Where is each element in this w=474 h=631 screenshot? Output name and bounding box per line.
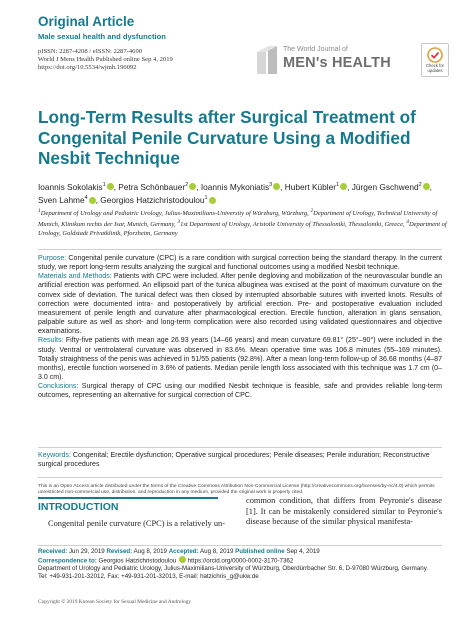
tel-label: Tel:	[38, 572, 48, 580]
methods-text: Patients with CPC were included. After penile degloving and mobilization of the neurovascular bundle an artificial erection was performed. An ellipsoid part of the tunica albuginea was excised at the point of maximum curvature on the convex side of deviation. The tunical defect was then closed by interrupted absorbable sutures with inverted knots. Results of correction were documented intra- and postoperatively by artificial erection. Pre- and postoperative evaluation included measurement of penile length and curvature after pharmacological erection. Erectile function, alteration in glans sensation, palpable suture as well as short- and long-term complication were also recorded using validated questionnaires and objective examinations.	[38, 273, 442, 336]
journal-reference: World J Mens Health Published online Sep 4, 2019	[38, 56, 173, 64]
check-for-updates-badge[interactable]	[421, 43, 449, 77]
correspondence	[38, 556, 442, 565]
check-updates-icon	[427, 47, 443, 63]
affiliations	[38, 207, 448, 238]
copyright: Copyright © 2019 Korean Society for Sexual Medicine and Andrology	[38, 599, 192, 605]
published-label: Published online	[235, 548, 285, 555]
orcid-icon[interactable]	[423, 183, 430, 190]
results-text: Fifty-five patients with mean age 26.93 years (14–66 years) and mean curvature 69.81° (25°–90°) were included in the study. Ventral or ventrolateral curvature was observed in 83.6%. Mean operative time was 106.8 minutes (55–169 minutes). Totally straightness of the penis was achieved in 51/55 patients (92.8%). After a mean long-term follow-up of 36.68 months (4–87 months), erectile function worsened in 3.6% of patients. Median penile length loss associated with this technique was 1.7 cm (0–3.0 cm).	[38, 337, 442, 382]
author-name: Ioannis Sokolakis	[38, 181, 103, 192]
author-name: Hubert Kübler	[284, 181, 336, 192]
orcid-icon[interactable]	[273, 183, 280, 190]
affiliation-number: 4	[406, 219, 409, 226]
accepted-date: Aug 8, 2019	[198, 548, 236, 555]
footer-divider	[38, 545, 442, 546]
author-name: Jürgen Gschwend	[351, 181, 419, 192]
article-footer	[38, 548, 442, 580]
received-label: Received:	[38, 548, 68, 555]
introduction-column-2: common condition, that differs from Peyronie's disease [1]. It can be mistakenly considered similar to Peyronie's disease because of the similar physical manifesta-	[246, 496, 442, 527]
email-label: E-mail:	[179, 572, 199, 580]
tel-value: +49-931-201-32012,	[47, 572, 108, 580]
orcid-icon[interactable]	[89, 197, 96, 204]
history-dates	[38, 548, 442, 556]
check-badge-line1: Check for	[426, 63, 444, 68]
abstract	[38, 249, 442, 401]
affiliation-text: 1st Department of Urology, Aristotle University of Thessaloniki, Thessaloniki, Greece,	[180, 221, 407, 229]
fax-label: Fax:	[107, 572, 120, 580]
conclusions-text: Surgical therapy of CPC using our modified Nesbit technique is feasible, safe and provides reliable long-term outcomes, representing an alternative for surgical correction of CPC.	[38, 383, 442, 400]
affiliation-number: 3	[177, 219, 181, 226]
correspondence-label: Correspondence to:	[38, 557, 97, 565]
introduction-heading: INTRODUCTION	[38, 497, 218, 513]
paper-title: Long-Term Results after Surgical Treatment of Congenital Penile Curvature Using a Modified Nesbit Technique	[38, 107, 416, 168]
keywords	[38, 447, 442, 469]
author-name: Ioannis Mykoniatis	[200, 181, 270, 192]
doi-link[interactable]: https://doi.org/10.5534/wjmh.190092	[38, 64, 137, 72]
affiliation-number: 2	[310, 208, 314, 214]
orcid-icon[interactable]	[179, 556, 186, 563]
affiliation-text: Department of Urology and Pediatric Urology, Julius-Maximilians-University of Würzburg, Würzburg,	[40, 210, 311, 218]
fax-value: +49-931-201-32013,	[119, 572, 180, 580]
revised-label: Revised:	[106, 548, 133, 555]
article-header	[38, 14, 238, 73]
author-affiliation-number: 3	[269, 182, 273, 188]
purpose-text: Congenital penile curvature (CPC) is a rare condition with surgical correction being the standard therapy. In the current study, we report long-term results analyzing the surgical and functional outcomes using a modified Nesbit technique.	[38, 255, 442, 272]
journal-name-large: MEN's HEALTH	[283, 55, 391, 71]
orcid-icon[interactable]	[209, 197, 216, 204]
received-date: Jun 29, 2019	[67, 548, 107, 555]
keywords-text: Congenital; Erectile dysfunction; Operative surgical procedures; Penile diseases; Penile induration; Reconstructive surgical procedures	[38, 452, 430, 469]
author-affiliation-number: 1	[204, 195, 208, 202]
correspondence-name: Georgios Hatzichristodoulou	[96, 557, 178, 565]
author-name: Sven Lahme	[38, 195, 85, 206]
correspondence-contact	[38, 573, 442, 581]
journal-mark-icon	[255, 44, 281, 76]
author-affiliation-number: 2	[418, 182, 422, 188]
author-name: Georgios Hatzichristodoulou	[100, 195, 205, 206]
article-subtype: Male sexual health and dysfunction	[38, 32, 166, 41]
check-badge-line2: updates	[427, 67, 443, 73]
author-affiliation-number: 1	[102, 182, 106, 188]
methods-label: Materials and Methods:	[38, 273, 112, 281]
correspondence-orcid[interactable]: https://orcid.org/0000-0002-3170-7362	[187, 557, 294, 565]
accepted-label: Accepted:	[168, 548, 199, 555]
author-list: Ioannis Sokolakis$^1$ , Petra Schönbauer$^2$ , Ioannis Mykoniatis$^3$ , Hubert Kübler$^1$ , Jürgen Gschwend$^2$ , Sven Lahme$^4$ , Georgios Hatzichristodoulou$^1$	[38, 181, 432, 206]
introduction-column-1: Congenital penile curvature (CPC) is a relatively un-	[48, 519, 225, 528]
author-affiliation-number: 1	[336, 182, 340, 188]
affiliation-text: Department of Urology, Goldstadt Privatklinik, Pforzheim, Germany	[38, 221, 447, 237]
journal-logo	[255, 44, 413, 76]
results-label: Results:	[38, 337, 64, 345]
license-divider	[38, 477, 442, 478]
journal-name-small: The World Journal of	[283, 46, 348, 53]
affiliation-text: Department of Urology, Technical University of Munich, Klinikum rechts der Isar, Munich, Germany,	[38, 210, 438, 229]
author-affiliation-number: 4	[84, 195, 88, 202]
purpose-label: Purpose:	[38, 255, 67, 262]
email-value[interactable]: hatzichris_g@ukw.de	[198, 572, 259, 580]
check-badge-label	[422, 64, 448, 74]
correspondence-address: Department of Urology and Pediatric Urology, Julius-Maximilians-University of Würzburg, Oberdürrbacher Str. 6, D-97080 Würzburg, Germany.	[38, 564, 429, 572]
published-date: Sep 4, 2019	[284, 548, 320, 555]
license-notice: This is an Open Access article distributed under the terms of the Creative Commons Attribution Non-Commercial License (http://creativecommons.org/licenses/by-nc/4.0) which permits unrestricted non-commercial use, distribution, and reproduction in any medium, provided the original work is properly cited.	[38, 484, 435, 496]
revised-date: Aug 8, 2019	[132, 548, 169, 555]
orcid-icon[interactable]	[107, 183, 114, 190]
keywords-label: Keywords:	[38, 452, 71, 459]
affiliation-number: 1	[38, 208, 41, 214]
author-affiliation-number: 2	[185, 182, 189, 188]
orcid-icon[interactable]	[340, 183, 347, 190]
article-type: Original Article	[38, 14, 135, 29]
issn-line: pISSN: 2287-4208 / eISSN: 2287-4690	[38, 48, 143, 55]
orcid-icon[interactable]	[189, 183, 196, 190]
author-name: Petra Schönbauer	[118, 181, 186, 192]
conclusions-label: Conclusions:	[38, 383, 79, 391]
